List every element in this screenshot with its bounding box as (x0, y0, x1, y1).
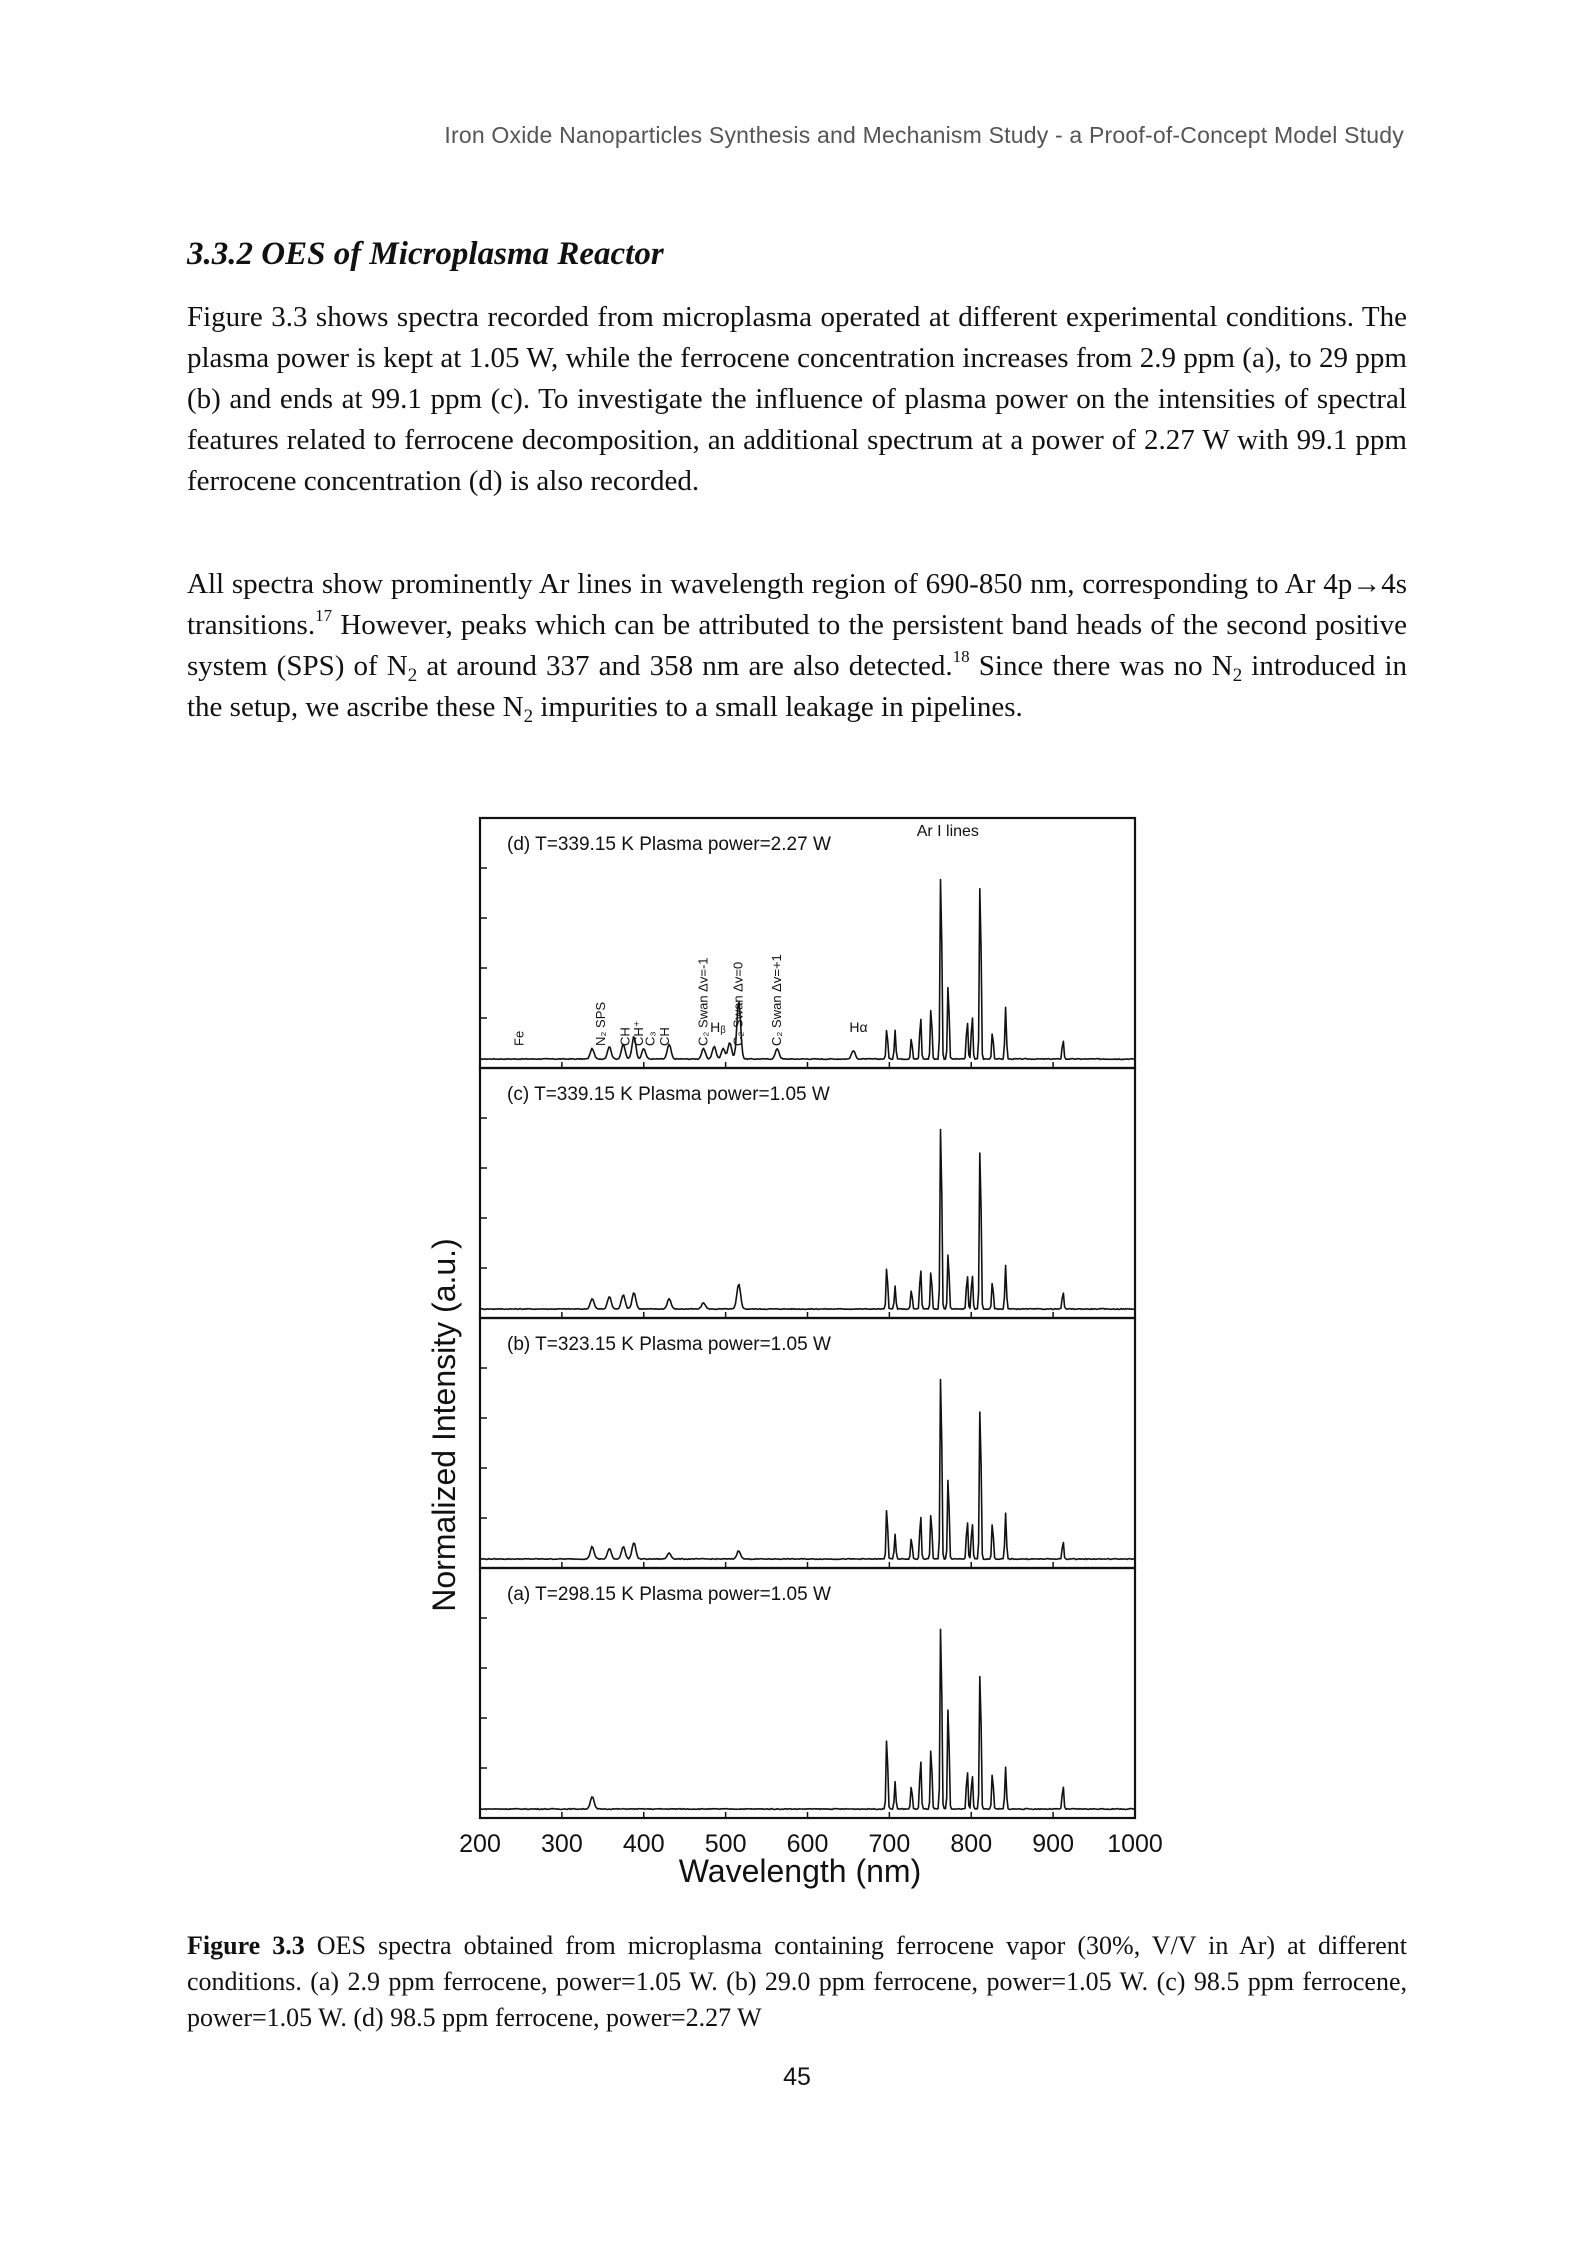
x-tick-label: 700 (868, 1830, 911, 1858)
p2-text-2: However, peaks which can be attributed to the persistent band heads of the second positive system (SPS) of N (187, 609, 1407, 682)
panel-label-d: (d) T=339.15 K Plasma power=2.27 W (507, 834, 831, 855)
y-axis-label: Normalized Intensity (a.u.) (426, 1238, 462, 1612)
section-title-text: OES of Microplasma Reactor (261, 236, 664, 272)
p2-text-5: introduced in the setup, we ascribe these N (187, 650, 1407, 723)
annotation-label: CH⁺ (630, 1020, 646, 1046)
figure-caption (187, 1928, 1407, 2036)
panel-c (480, 1068, 1135, 1318)
annotation-label: C₂ Swan Δv=+1 (769, 954, 785, 1046)
annotation-ar-lines: Ar I lines (916, 823, 979, 840)
spectrum-line-a (480, 1629, 1135, 1809)
x-tick-label: 600 (786, 1830, 829, 1858)
paragraph-1: Figure 3.3 shows spectra recorded from microplasma operated at different experimental conditions. The plasma power is kept at 1.05 W, while the ferrocene concentration increases from 2.9 ppm (a), to 29 ppm (b) and ends at 99.1 ppm (c). To investigate the influence of plasma power on the intensities of spectral features related to ferrocene decomposition, an additional spectrum at a power of 2.27 W with 99.1 ppm ferrocene concentration (d) is also recorded. (187, 301, 1407, 497)
panel-b (480, 1318, 1135, 1568)
subscript-2: 2 (407, 665, 418, 686)
spectrum-line-c (480, 1130, 1135, 1310)
panel-d (480, 818, 1135, 1068)
panel-frame (480, 818, 1135, 1068)
panel-frame (480, 1318, 1135, 1568)
annotation-label: CH (617, 1027, 633, 1046)
caption-label: Figure 3.3 (187, 1931, 305, 1960)
citation-17: 17 (315, 606, 333, 625)
subscript-2: 2 (523, 706, 534, 727)
p2-text-6: impurities to a small leakage in pipelines. (533, 691, 1023, 723)
panel-frame (480, 1068, 1135, 1318)
x-tick-label: 1000 (1107, 1830, 1163, 1858)
p2-text-4: Since there was no N (969, 650, 1233, 682)
annotation-label: CH (657, 1027, 673, 1046)
paragraph-2 (187, 564, 1407, 728)
oes-spectra-chart (415, 800, 1175, 1910)
annotation-label: N₂ SPS (593, 1001, 609, 1046)
x-tick-label: 900 (1032, 1830, 1074, 1858)
figure-3-3 (415, 800, 1175, 1910)
section-number: 3.3.2 (187, 236, 253, 272)
x-tick-label: 300 (541, 1830, 583, 1858)
spectrum-line-b (480, 1380, 1135, 1560)
annotation-label: C₂ Swan Δv=-1 (695, 957, 711, 1046)
annotation-label: Fe (511, 1030, 527, 1046)
section-title (187, 236, 664, 273)
annotation-label: Hα (849, 1019, 868, 1035)
panel-label-b: (b) T=323.15 K Plasma power=1.05 W (507, 1334, 831, 1355)
x-tick-label: 400 (622, 1830, 665, 1858)
panel-label-c: (c) T=339.15 K Plasma power=1.05 W (507, 1084, 830, 1105)
x-tick-label: 200 (459, 1830, 501, 1858)
caption-text: OES spectra obtained from microplasma containing ferrocene vapor (30%, V/V in Ar) at different conditions. (a) 2.9 ppm ferrocene, power=1.05 W. (b) 29.0 ppm ferrocene, power=1.05 W. (c) 98.5 ppm ferrocene, power=1.05 W. (d) 98.5 ppm ferrocene, power=2.27 W (187, 1931, 1407, 2032)
citation-18: 18 (952, 647, 970, 666)
p2-text-1: All spectra show prominently Ar lines in wavelength region of 690-850 nm, corresponding to Ar 4p→4s transitions. (187, 568, 1407, 641)
spectrum-line-d (480, 880, 1135, 1060)
annotation-label: Hᵦ (710, 1019, 726, 1035)
panel-a (480, 1568, 1135, 1818)
x-tick-label: 500 (704, 1830, 747, 1858)
subscript-2: 2 (1232, 665, 1243, 686)
x-tick-label: 800 (950, 1830, 993, 1858)
annotations (511, 823, 979, 1046)
panel-frame (480, 1568, 1135, 1818)
annotation-label: C₂ Swan Δv=0 (730, 961, 746, 1046)
panel-label-a: (a) T=298.15 K Plasma power=1.05 W (507, 1584, 831, 1605)
annotation-label: C₃ (642, 1031, 658, 1046)
running-head: Iron Oxide Nanoparticles Synthesis and Mechanism Study - a Proof-of-Concept Model Study (444, 122, 1404, 148)
x-axis-label: Wavelength (nm) (678, 1853, 922, 1889)
p2-text-3: at around 337 and 358 nm are also detected. (417, 650, 953, 682)
page-number: 45 (783, 2063, 811, 2091)
